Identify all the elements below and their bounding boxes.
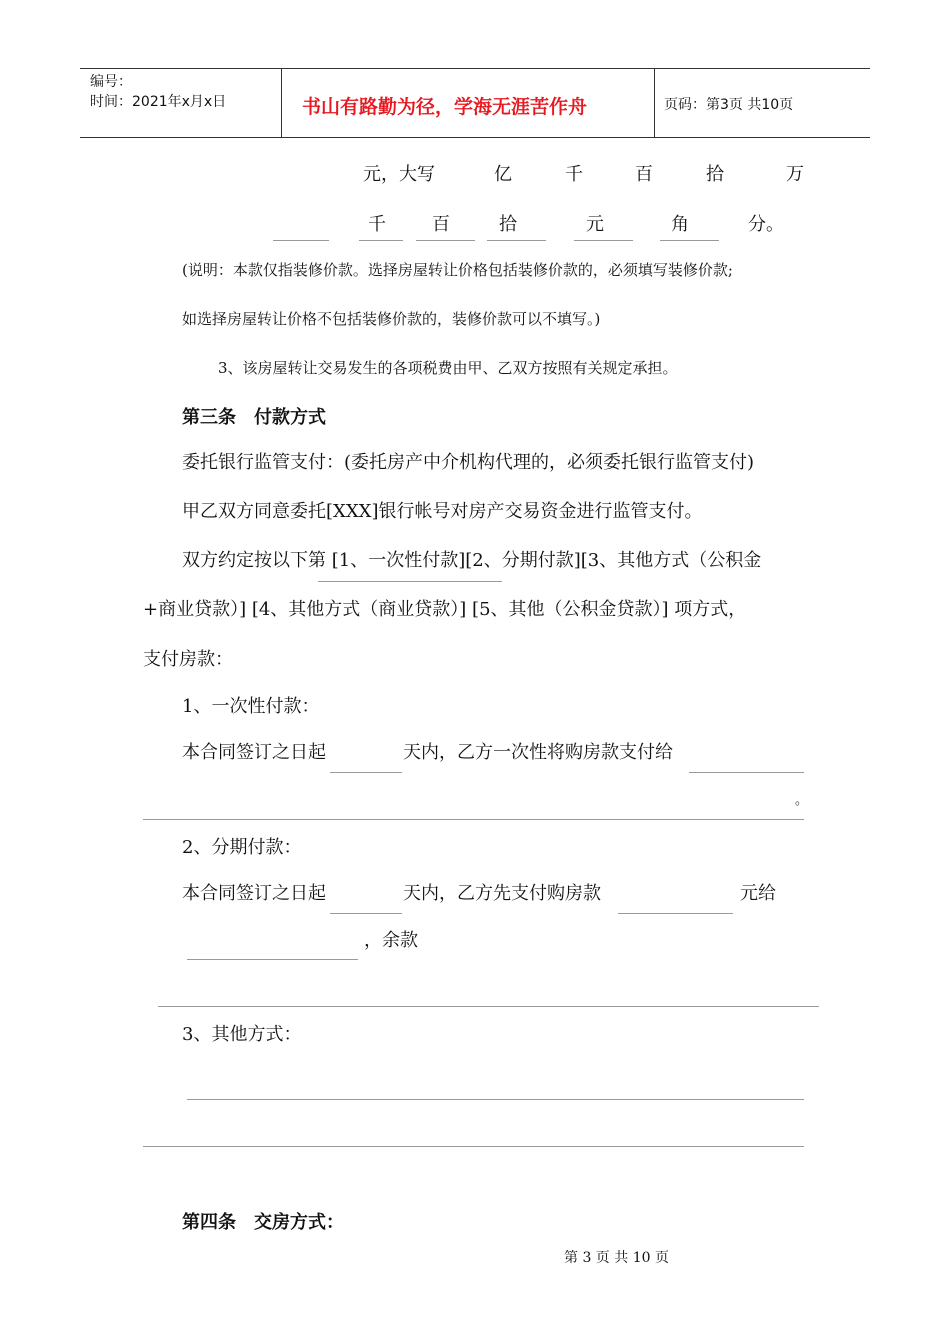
header-time-label: 时间：2021年x月x日	[90, 94, 227, 110]
article-3-bank-line: 委托银行监管支付：(委托房产中介机构代理的，必须委托银行监管支付)	[182, 452, 755, 473]
header-page-label: 页码：第3页 共10页	[664, 97, 794, 113]
blank-underline[interactable]	[416, 240, 475, 241]
payee-blank[interactable]	[689, 772, 804, 773]
days-blank[interactable]	[330, 772, 402, 773]
payee-blank[interactable]	[187, 959, 358, 960]
blank-underline[interactable]	[660, 240, 719, 241]
blank-underline[interactable]	[187, 1099, 804, 1100]
blank-underline[interactable]	[359, 240, 403, 241]
amount-unit-yuan-2: 元	[586, 214, 604, 235]
amount-unit-fen: 分。	[748, 214, 784, 235]
article-3-method-line-3: 支付房款：	[143, 649, 233, 670]
item-2-title: 2、分期付款：	[182, 837, 302, 858]
note-line-1: (说明：本款仅指装修价款。选择房屋转让价格包括装修价款的，必须填写装修价款;	[182, 261, 733, 279]
amount-unit-qian: 千	[565, 164, 583, 185]
item-3-title: 3、其他方式：	[182, 1024, 302, 1045]
days-blank[interactable]	[330, 913, 402, 914]
amount-unit-shi-2: 拾	[499, 214, 517, 235]
blank-underline[interactable]	[574, 240, 633, 241]
article-4-title: 第四条 交房方式：	[182, 1212, 344, 1233]
amount-unit-bai: 百	[635, 164, 653, 185]
amount-unit-yi: 亿	[494, 164, 512, 185]
blank-underline[interactable]	[143, 1146, 804, 1147]
header-number-label: 编号：	[90, 74, 132, 90]
amount-unit-jiao: 角	[671, 214, 689, 235]
note-line-2: 如选择房屋转让价格不包括装修价款的，装修价款可以不填写。)	[182, 310, 601, 328]
item-2-text-d: ，余款	[364, 930, 418, 951]
amount-unit-qian-2: 千	[368, 214, 386, 235]
blank-underline[interactable]	[143, 819, 804, 820]
header-motto: 书山有路勤为径，学海无涯苦作舟	[302, 96, 588, 118]
article-3-agree-line: 甲乙双方同意委托[XXX]银行帐号对房产交易资金进行监管支付。	[182, 501, 703, 522]
item-2-text-a: 本合同签订之日起	[182, 883, 326, 904]
blank-underline[interactable]	[487, 240, 546, 241]
clause-tax: 3、该房屋转让交易发生的各项税费由甲、乙双方按照有关规定承担。	[218, 359, 678, 377]
amount-unit-wan: 万	[786, 164, 804, 185]
blank-underline[interactable]	[158, 1006, 819, 1007]
item-2-text-b: 天内，乙方先支付购房款	[403, 883, 601, 904]
article-3-method-line-1: 双方约定按以下第 [1、一次性付款][2、分期付款][3、其他方式（公积金	[182, 550, 762, 571]
item-1-title: 1、一次性付款：	[182, 696, 320, 717]
item-1-end: 。	[795, 793, 809, 808]
page-footer: 第 3 页 共 10 页	[564, 1250, 669, 1266]
article-3-method-line-2: +商业贷款）] [4、其他方式（商业贷款）] [5、其他（公积金贷款）] 项方式，	[143, 599, 747, 620]
header-divider	[654, 69, 655, 137]
amount-unit-yuan-daxie: 元，大写	[363, 164, 435, 185]
blank-underline[interactable]	[273, 240, 329, 241]
header-divider	[281, 69, 282, 137]
amount-blank[interactable]	[618, 913, 733, 914]
item-1-text-b: 天内，乙方一次性将购房款支付给	[403, 742, 673, 763]
amount-unit-shi: 拾	[706, 164, 724, 185]
article-3-title: 第三条 付款方式	[182, 407, 326, 428]
item-2-text-c: 元给	[740, 883, 776, 904]
amount-unit-bai-2: 百	[432, 214, 450, 235]
blank-underline[interactable]	[318, 581, 502, 582]
item-1-text-a: 本合同签订之日起	[182, 742, 326, 763]
